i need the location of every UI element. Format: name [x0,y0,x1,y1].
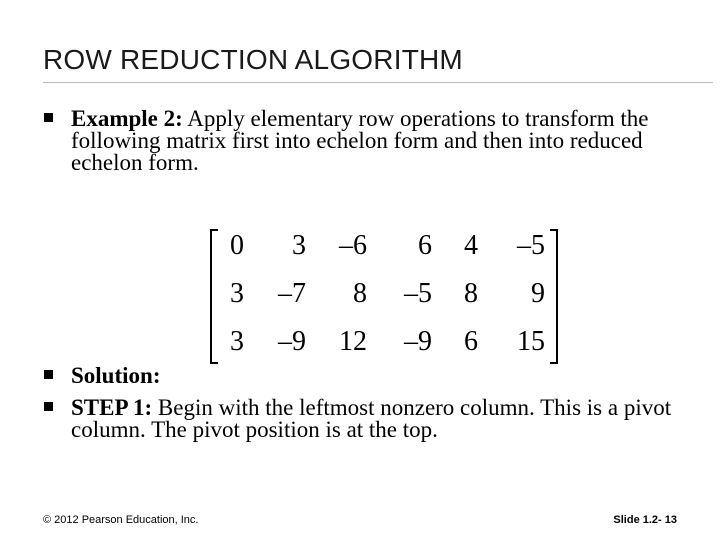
matrix-cell: –6 [339,230,367,261]
matrix-right-bracket [550,229,558,364]
matrix [210,229,558,364]
matrix-cell: –5 [517,230,545,261]
square-bullet-icon [44,113,53,122]
bullet-solution-text [71,365,711,387]
matrix-cell: 6 [418,230,432,261]
slide-title: ROW REDUCTION ALGORITHM [43,44,463,75]
example-body: Apply elementary row operations to transform the following matrix first into echelon form and then into reduced echelon form. [71,106,649,175]
square-bullet-icon [44,402,53,411]
example-label: Example 2: [71,106,183,131]
matrix-cell: 3 [230,326,244,357]
matrix-cell: 8 [464,278,478,309]
matrix-cell: 4 [464,230,478,261]
footer-slide-number: Slide 1.2- 13 [613,514,677,526]
matrix-cell: 12 [339,326,367,357]
step1-body: Begin with the leftmost nonzero column. This is a pivot column. The pivot position is at the top. [71,395,672,442]
matrix-cell: 15 [517,326,545,357]
title-divider [43,82,713,83]
bullet-step1-text [71,397,701,441]
matrix-cell: –9 [404,326,432,357]
matrix-cell: 8 [353,278,367,309]
square-bullet-icon [44,370,53,379]
step1-label: STEP 1: [71,395,153,420]
matrix-cell: 0 [230,230,244,261]
matrix-cell: –7 [278,278,306,309]
matrix-cell: 3 [230,278,244,309]
matrix-cell: –5 [404,278,432,309]
matrix-cell: 6 [464,326,478,357]
matrix-cell: 9 [531,278,545,309]
footer-copyright: © 2012 Pearson Education, Inc. [43,514,199,526]
matrix-cell: –9 [278,326,306,357]
solution-label: Solution: [71,363,161,388]
matrix-cell: 3 [292,230,306,261]
bullet-example-text [71,108,711,174]
